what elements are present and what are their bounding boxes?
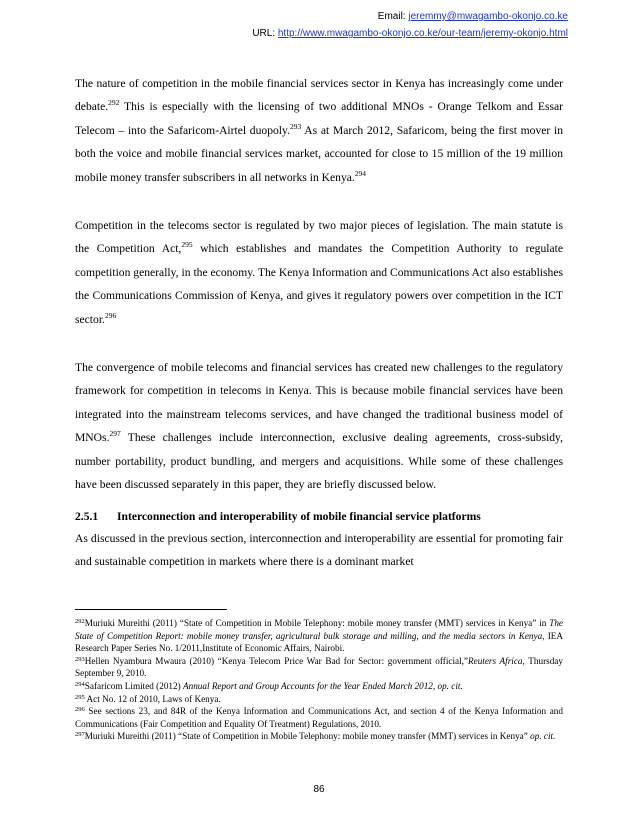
footnote-italic: The State of Competition Report: mobile money transfer, agricultural bulk storage and milling, and the media sectors in Kenya, — [75, 618, 563, 641]
paragraph-text: Competition in the telecoms sector is regulated by two major pieces of legislation. The main statute is the Competition Act, — [75, 219, 563, 256]
paragraph-text: The nature of competition in the mobile financial services sector in Kenya has increasingly come under debate. — [75, 77, 563, 114]
footnote-ref[interactable]: 297 — [109, 429, 121, 439]
footnote-ref[interactable]: 292 — [108, 98, 120, 108]
url-link[interactable]: http://www.mwagambo-okonjo.co.ke/our-team/jeremy-okonjo.html — [277, 28, 568, 39]
header-email-line — [48, 8, 568, 25]
footnote-text: See sections 23, and 84R of the Kenya Information and Communications Act, and section 4 of the Kenya Information and Communications (Fair Competition and Equality Of Treatment) Regulations, 2010. — [75, 706, 563, 729]
footnote-text: Hellen Nyambura Mwaura (2010) “Kenya Telecom Price War Bad for Sector: government official,” — [84, 655, 469, 666]
footnote-text: Muriuki Mureithi (2011) “State of Competition in Mobile Telephony: mobile money transfer (MMT) services in Kenya” in — [84, 618, 550, 628]
footnote-italic: op. cit. — [530, 731, 556, 742]
footnote-292 — [75, 617, 563, 655]
footnote-number: 293 — [75, 655, 85, 663]
footnote-divider — [75, 609, 227, 610]
footnote-number: 295 — [75, 693, 85, 701]
footnote-295 — [75, 693, 563, 706]
footnote-text: IEA Research Paper Series No. 1/2011,Institute of Economic Affairs, Nairobi. — [75, 630, 563, 654]
footnote-296 — [75, 705, 563, 730]
url-label: URL: — [252, 28, 278, 39]
paragraph-text: which establishes and mandates the Competition Authority to regulate competition generally, in the economy. The Kenya Information and Communications Act also establishes the Communications Commission of Kenya, and gives it regulatory powers over competition in the ICT sector. — [75, 242, 563, 326]
footnote-ref[interactable]: 295 — [181, 240, 193, 250]
footnote-italic: Reuters Africa — [468, 655, 523, 666]
footnote-number: 297 — [75, 731, 85, 739]
section-number: 2.5.1 — [75, 509, 99, 523]
email-link[interactable]: jeremmy@mwagambo-okonjo.co.ke — [408, 11, 568, 22]
document-body — [75, 72, 563, 573]
paragraph-interconnection: As discussed in the previous section, interconnection and interoperability are essential for promoting fair and sustainable competition in markets where there is a dominant market — [75, 531, 563, 568]
paragraph-text: As at March 2012, Safaricom, being the first mover in both the voice and mobile financial services market, accounted for close to 15 million of the 19 million mobile money transfer subscribers in all networks in Kenya. — [75, 123, 563, 184]
paragraph-text: This is especially with the licensing of two additional MNOs - Orange Telkom and Essar Telecom – into the Safaricom-Airtel duopoly. — [75, 100, 563, 137]
section-title: Interconnection and interoperability of mobile financial service platforms — [117, 509, 481, 523]
footnote-ref[interactable]: 294 — [354, 168, 367, 178]
footnotes — [75, 617, 563, 743]
footnote-297 — [75, 730, 563, 743]
footnote-number: 292 — [75, 618, 85, 625]
page-number: 86 — [313, 784, 325, 795]
footnote-294 — [75, 680, 563, 693]
email-label: Email: — [377, 11, 409, 22]
paragraph-text: These challenges include interconnection, exclusive dealing agreements, cross-subsidy, number portability, product bundling, and mergers and acquisitions. While some of these challenges have been discussed separately in this paper, they are briefly discussed below. — [75, 431, 563, 492]
footnote-293 — [75, 655, 563, 680]
header-url-line — [48, 25, 568, 42]
paragraph-competition-debate — [75, 72, 563, 189]
footnote-ref[interactable]: 293 — [289, 121, 302, 131]
footnote-number: 294 — [75, 680, 85, 688]
paragraph-regulation — [75, 214, 563, 331]
footnote-text: Muriuki Mureithi (2011) “State of Competition in Mobile Telephony: mobile money transfer (MMT) services in Kenya” — [84, 731, 531, 742]
section-heading — [75, 507, 563, 527]
footnote-text: , Thursday September 9, 2010. — [75, 655, 563, 679]
page-header — [48, 8, 568, 42]
paragraph-convergence — [75, 356, 563, 496]
footnote-ref[interactable]: 296 — [104, 310, 117, 320]
paragraph-text: The convergence of mobile telecoms and financial services has created new challenges to the regulatory framework for competition in telecoms in Kenya. This is because mobile financial services have been integrated into the mainstream telecoms services, and have changed the traditional business model of MNOs. — [75, 361, 563, 445]
footnote-number: 296 — [75, 706, 85, 714]
footnote-text: Safaricom Limited (2012) — [84, 680, 183, 691]
footnote-text: Act No. 12 of 2010, Laws of Kenya. — [84, 693, 221, 704]
footnote-italic: Annual Report and Group Accounts for the Year Ended March 2012, op. cit. — [182, 680, 463, 691]
